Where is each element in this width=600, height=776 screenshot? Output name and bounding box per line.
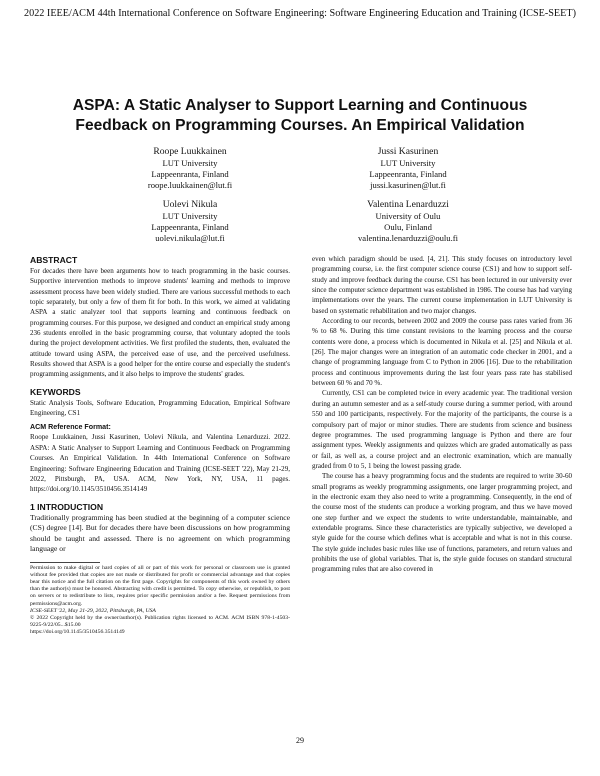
doi-link[interactable]: https://doi.org/10.1145/3510456.3514149 <box>30 629 125 636</box>
author-affiliation: LUT University <box>380 158 436 168</box>
author-name: Roope Luukkainen <box>153 146 227 157</box>
author-location: Oulu, Finland <box>384 222 432 232</box>
author-affiliation: University of Oulu <box>375 211 441 221</box>
introduction-text: Traditionally programming has been studied at the beginning of a computer science (CS) degree [14]. But for decades there have been discussions on how programming should be taught and assessed. There is no agreement on which programming language or <box>30 512 290 554</box>
page-number: 29 <box>296 736 304 745</box>
conference-header: 2022 IEEE/ACM 44th International Conference on Software Engineering: Software Engineering Education and Training (ICSE-SEET) <box>24 8 576 19</box>
body-paragraph: According to our records, between 2002 and 2009 the course pass rates varied from 36 % to 68 %. During this time constant revisions to the learning process and the course contents were done, a process which is documented in Nikula et al. [25] and Nikula et al. [26]. The major changes were an integration of an automatic code checker in 2001, and a change of programming language from C to Python in 2006 [16]. Due to the rehabilitation process and continuous improvements during the last four years pass rate has stabilised between 60 % and 70 %. <box>312 317 572 388</box>
author-location: Lappeenranta, Finland <box>369 169 447 179</box>
author-block <box>80 146 300 191</box>
author-affiliation: LUT University <box>162 211 218 221</box>
author-email: jussi.kasurinen@lut.fi <box>370 180 446 190</box>
body-paragraph: The course has a heavy programming focus and the students are required to write 30-60 small programs as weekly programming assignments, one larger programming project, and in the electronic exam they also need to write a programming. Consequently, in the end of the course most of the students can produce a working program, and thus we have moved one step further and we expect the students to write understandable, maintainable, and extendable programs. Since these characteristics are typically subjective, we developed a style guide for the course which defines what is acceptable and what is not in this course. The style guide includes basic rules like use of functions, parameters, and return values and prohibits the use of global variables. That is, the style guide focuses on standard structural programming rules that are also covered in <box>312 472 572 574</box>
body-paragraph: Currently, CS1 can be completed twice in every academic year. The traditional version during an autumn semester and as a self-study course during a summer period, with around 550 and 100 participants, respectively. For the majority of the participants, the course is a compulsory part of major or minor studies. There are students from science and business degree programmes. The used programming language is Python and there are four assignment types. Weekly assignments and quizzes which are graded automatically as pass or fail, as well as, a course project and an electronic examination, which are manually graded from 0 to 5, 1 being the lowest passing grade. <box>312 389 572 470</box>
abstract-text: For decades there have been arguments how to teach programming in the basic courses. Supportive intervention methods to improve students' learning and methods to improve assessment process have been widely studied. There are various successful methods to each topic separately, but only a few of them fit for both. In this work, we aimed at validating ASPA a static analyzer tool that supports learning and continuous feedback on programming courses. For this purpose, we designed and conduct an empirical study among 236 students enrolled in the basic programming course, that voluntary adopted the tools during the project development activities. We first profiled the students, then, evaluated the attitude toward using ASPA, the perceived ease of use, and the perceived usefulness. Results showed that ASPA is a good helper for the entire course and especially the student's programming assignments, and it also helps to improve the students' grades. <box>30 267 290 379</box>
author-block <box>298 146 518 191</box>
right-column <box>312 254 572 575</box>
author-affiliation: LUT University <box>162 158 218 168</box>
author-email: roope.luukkainen@lut.fi <box>147 180 233 190</box>
left-column <box>30 254 290 637</box>
author-name: Uolevi Nikula <box>162 199 218 210</box>
keywords-text: Static Analysis Tools, Software Education, Programming Education, Empirical Software Engineering, CS1 <box>30 398 290 418</box>
author-email: valentina.lenarduzzi@oulu.fi <box>357 233 459 243</box>
introduction-heading: 1 INTRODUCTION <box>30 501 104 512</box>
abstract-heading: ABSTRACT <box>30 255 78 265</box>
venue-note: ICSE-SEET '22, May 21-29, 2022, Pittsburgh, PA, USA <box>30 607 156 614</box>
footnote-block <box>30 562 290 637</box>
body-paragraph: even which paradigm should be used. [4, 21]. This study focuses on introductory level programming course, i.e. the first computer science course (CS1) and how to support self-study and improve feedback during the course. CS1 has been lectured in our university ever since the computer science department was established in 1986. The course has had varying implementations over the years. The current course implementation in LUT University is based on systematic rehabilitation and two major changes. <box>312 255 572 315</box>
author-name: Valentina Lenarduzzi <box>367 199 449 210</box>
reference-format-heading: ACM Reference Format: <box>30 423 111 432</box>
reference-format-text: Roope Luukkainen, Jussi Kasurinen, Uolevi Nikula, and Valentina Lenarduzzi. 2022. ASPA: A Static Analyser to Support Learning and Continuous Feedback on Programming Courses. An Empirical Validation. In 44th International Conference on Software Engineering: Software Engineering Education and Training (ICSE-SEET '22), May 21-29, 2022, Pittsburgh, PA, USA. ACM, New York, NY, USA, 11 pages. https://doi.org/10.1145/3510456.3514149 <box>30 433 290 494</box>
paper-title: ASPA: A Static Analyser to Support Learning and Continuous Feedback on Programming Courses. An Empirical Validation <box>72 97 528 134</box>
permission-notice: Permission to make digital or hard copies of all or part of this work for personal or classroom use is granted without fee provided that copies are not made or distributed for profit or commercial advantage and that copies bear this notice and the full citation on the first page. Copyrights for components of this work owned by others than the author(s) must be honored. Abstracting with credit is permitted. To copy otherwise, or republish, to post on servers or to redistribute to lists, requires prior specific permission and/or a fee. Request permissions from permissions@acm.org. <box>30 564 290 607</box>
copyright-note: © 2022 Copyright held by the owner/author(s). Publication rights licensed to ACM. ACM ISBN 978-1-4503-9225-9/22/05...$15.00 <box>30 614 290 629</box>
author-name: Jussi Kasurinen <box>377 146 439 157</box>
author-email: uolevi.nikula@lut.fi <box>155 233 225 243</box>
author-block <box>298 199 518 244</box>
author-location: Lappeenranta, Finland <box>151 222 229 232</box>
keywords-heading: KEYWORDS <box>30 386 81 397</box>
footnote-rule <box>30 562 100 563</box>
author-block <box>80 199 300 244</box>
author-location: Lappeenranta, Finland <box>151 169 229 179</box>
